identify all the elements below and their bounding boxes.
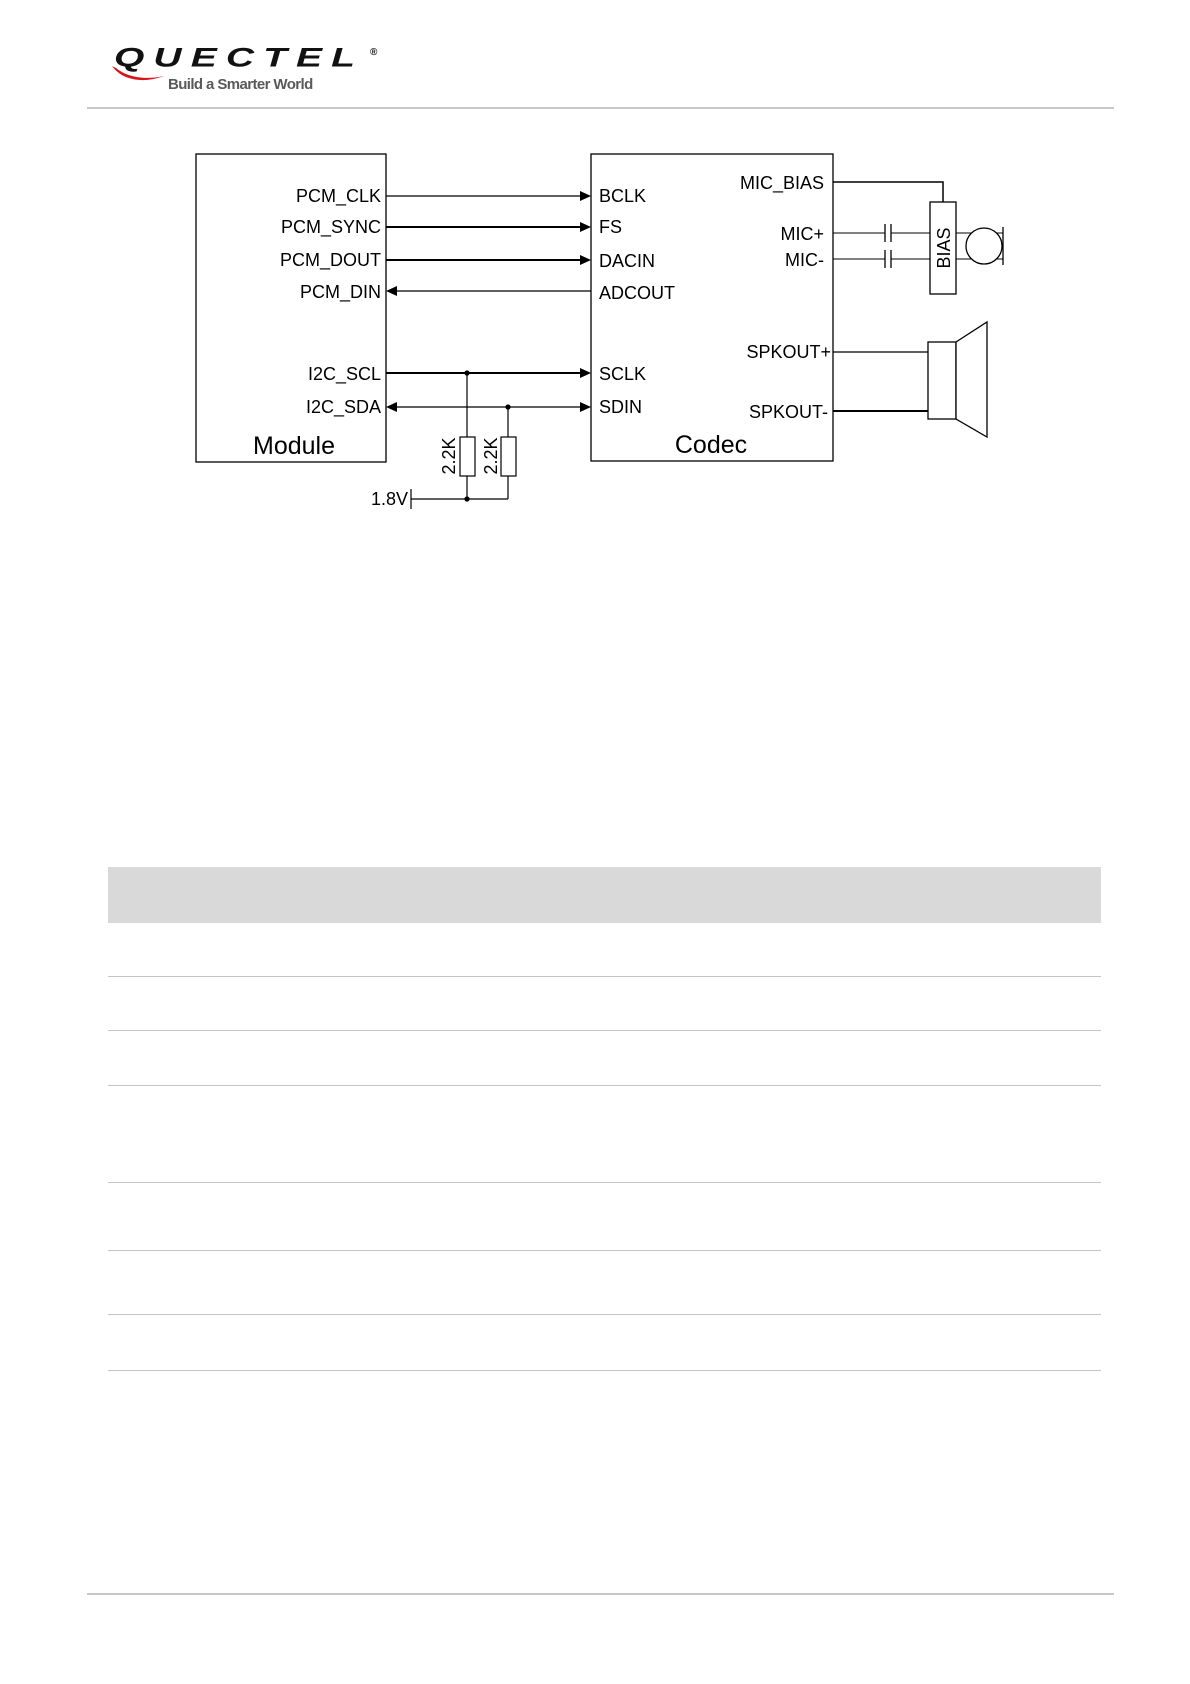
junction-dot-icon — [505, 404, 510, 409]
bias-block-label: BIAS — [934, 227, 954, 269]
speaker-body-icon — [928, 342, 956, 419]
codec-pin-sdin: SDIN — [599, 397, 643, 417]
table-row — [108, 1183, 1101, 1251]
arrow-right-icon — [580, 191, 591, 201]
arrow-right-icon — [580, 368, 591, 378]
resistor-r2-value: 2.2K — [481, 437, 501, 475]
logo-tagline: Build a Smarter World — [168, 76, 313, 93]
codec-pin-mic-plus: MIC+ — [780, 224, 824, 244]
module-pin-pcm-clk: PCM_CLK — [295, 186, 381, 206]
module-pin-i2c-sda: I2C_SDA — [305, 397, 381, 417]
logo-wordmark: QUECTEL — [114, 43, 365, 73]
resistor-r1-value: 2.2K — [439, 437, 459, 475]
codec-pin-sclk: SCLK — [599, 364, 647, 384]
codec-pin-mic-minus: MIC- — [785, 250, 824, 270]
codec-pin-dacin: DACIN — [599, 251, 656, 271]
table-row — [108, 977, 1101, 1031]
resistor-r1-icon — [460, 437, 475, 476]
table-header-row — [108, 867, 1101, 923]
table-row — [108, 923, 1101, 977]
codec-pin-bclk: BCLK — [599, 186, 647, 206]
codec-title: Codec — [674, 431, 748, 459]
speaker-cone-icon — [956, 322, 987, 437]
module-pin-i2c-scl: I2C_SCL — [307, 364, 381, 384]
resistor-r2-icon — [501, 437, 516, 476]
supply-voltage-label: 1.8V — [370, 489, 408, 509]
arrow-right-icon — [580, 222, 591, 232]
pcm-codec-diagram — [0, 0, 1190, 540]
junction-dot-icon — [464, 370, 469, 375]
junction-dot-icon — [464, 496, 469, 501]
logo-registered-mark: ® — [370, 47, 378, 58]
codec-pin-fs: FS — [599, 217, 623, 237]
table-row — [108, 1251, 1101, 1315]
table-row — [108, 1086, 1101, 1183]
codec-pin-adcout: ADCOUT — [599, 283, 675, 303]
codec-pin-mic-bias: MIC_BIAS — [739, 173, 824, 193]
module-title: Module — [253, 432, 335, 460]
wire-mic-bias — [833, 182, 943, 202]
module-pin-pcm-sync: PCM_SYNC — [280, 217, 381, 237]
table-row — [108, 1315, 1101, 1371]
signal-table — [108, 867, 1101, 1371]
module-pin-pcm-dout: PCM_DOUT — [279, 250, 381, 270]
codec-pin-spkout-plus: SPKOUT+ — [746, 342, 831, 362]
arrow-left-icon — [386, 286, 397, 296]
module-pin-pcm-din: PCM_DIN — [299, 282, 381, 302]
arrow-right-icon — [580, 402, 591, 412]
table-row — [108, 1031, 1101, 1086]
microphone-icon — [966, 228, 1002, 264]
arrow-right-icon — [580, 255, 591, 265]
codec-pin-spkout-minus: SPKOUT- — [748, 402, 828, 422]
footer-divider — [87, 1593, 1114, 1595]
arrow-left-icon — [386, 402, 397, 412]
